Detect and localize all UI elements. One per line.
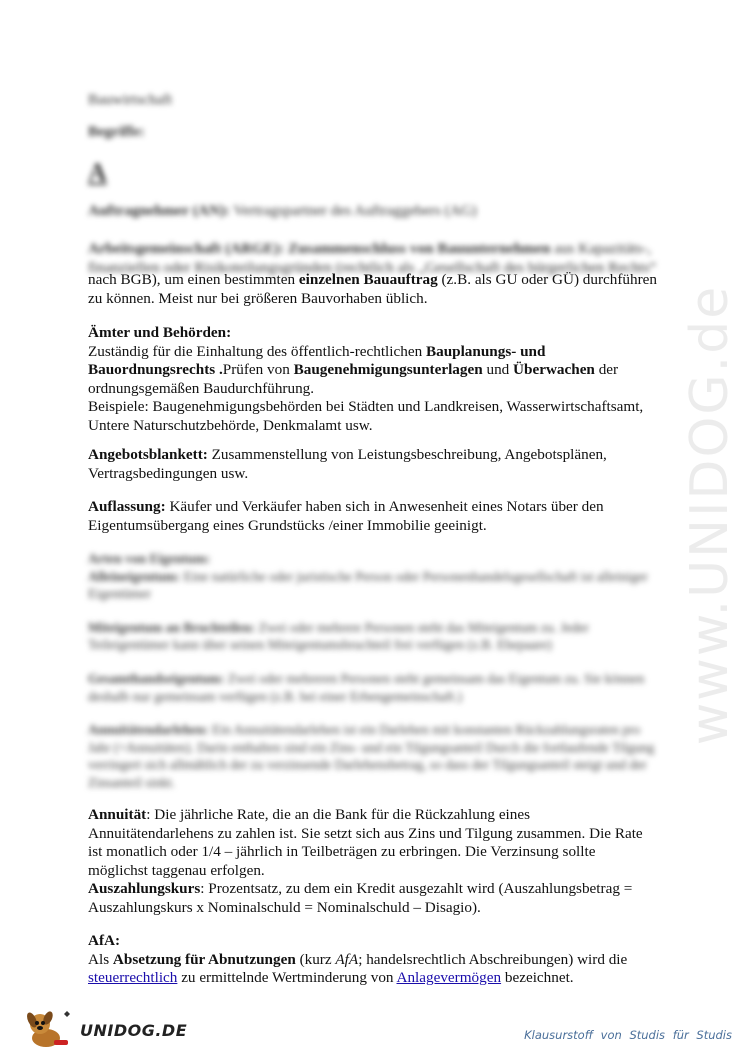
afa-t2: (kurz xyxy=(295,950,336,968)
afa-t5: bezeichnet. xyxy=(501,969,574,987)
mit-term: Miteigentum an Bruchteilen: xyxy=(88,619,256,635)
gesamt-text: Zwei oder mehreren Personen steht gemeinsam das Eigentum zu. Sie können deshalb nur gemeinsam verfügen (z.B. bei einer Erbengemeinschaft.) xyxy=(88,670,645,704)
arge-text-blurred: aus Kapazitäts-, finanziellen oder Risikoteilungsgründen (rechtlich als „Gesellschaft des bürgerlichen Rechts“ xyxy=(88,240,657,276)
term-auflassung: Auflassung: xyxy=(88,498,166,515)
dog-mascot-icon xyxy=(24,1010,76,1050)
text-auflassung: Käufer und Verkäufer haben sich in Anwesenheit eines Notars über den Eigentumsübergang eines Grundstücks /einer Immobilie geeinigt. xyxy=(88,498,604,534)
mit-text: Zwei oder mehrere Personen steht das Miteigentum zu. Jeder Teileigentümer kann über seinen Miteigentumsbruchteil frei verfügen (z.B. Ehepaare) xyxy=(88,619,589,653)
entry-angebotsblankett xyxy=(88,446,658,483)
header-begriffe: Begriffe: xyxy=(88,124,145,140)
logo-text: UNIDOG.DE xyxy=(80,1021,188,1040)
aemter-p3-bold: Überwachen xyxy=(513,361,595,379)
unidog-logo xyxy=(24,1010,188,1050)
footer-tagline: Klausurstoff von Studis für Studis xyxy=(524,1028,732,1042)
aemter-p1: Zuständig für die Einhaltung des öffentlich-rechtlichen xyxy=(88,342,426,360)
afa-t1: Als xyxy=(88,950,113,968)
text-auftragnehmer: Vertragspartner des Auftraggebers (AG) xyxy=(229,202,477,219)
term-angebotsblankett: Angebotsblankett: xyxy=(88,446,208,463)
text-angebotsblankett: Zusammenstellung von Leistungsbeschreibung, Angebotsplänen, Vertragsbedingungen usw. xyxy=(88,446,607,482)
gesamt-term: Gesamthandseigentum: xyxy=(88,670,225,686)
watermark xyxy=(650,275,750,755)
link-steuerrechtlich[interactable]: steuerrechtlich xyxy=(88,969,178,987)
entry-auftragnehmer xyxy=(88,202,658,221)
ann-text: Ein Annuitätendarlehen ist ein Darlehen mit konstanten Rückzahlungsraten pro Jahr (=Annuitäten). Darin enthalten sind ein Zins- und ein Tilgungsanteil Durch die fortlaufende Tilgung verringert sich allmählich der zu verzinsende Darlehensbetrag, so dass der Tilgungsanteil steigt und der Zinsanteil sinkt. xyxy=(88,722,655,790)
afa-t2-italic: AfA xyxy=(335,950,359,968)
text-auszahlungskurs: : Prozentsatz, zu dem ein Kredit ausgezahlt wird (Auszahlungsbetrag = Auszahlungskurs x Nominalschuld = Nominalschuld – Disagio). xyxy=(88,880,633,916)
blurred-section xyxy=(88,550,658,792)
allein-text: Eine natürliche oder juristische Person oder Personenhandelsgesellschaft ist alleiniger Eigentümer xyxy=(88,568,648,602)
link-anlagevermoegen[interactable]: Anlagevermögen xyxy=(396,969,502,987)
afa-t3: ; handelsrechtlich Abschreibungen) wird die xyxy=(358,950,628,968)
entry-annuitaet xyxy=(88,806,658,880)
term-auftragnehmer: Auftragnehmer (AN): xyxy=(88,202,230,219)
afa-t1-bold: Absetzung für Abnutzungen xyxy=(112,950,296,968)
term-arge: Arbeitsgemeinschaft (ARGE): xyxy=(88,240,285,257)
arge-bold: einzelnen Bauauftrag xyxy=(298,271,438,288)
allein-term: Alleineigentum: xyxy=(88,568,181,584)
arge-text-b: (z.B. als GU oder GÜ) durchführen zu können. Meist nur bei größeren Bauvorhaben üblich. xyxy=(88,271,658,307)
afa-t4: zu ermittelnde Wertminderung von xyxy=(177,969,397,987)
aemter-p2-bold: Baugenehmigungsunterlagen xyxy=(293,361,483,379)
text-annuitaet: : Die jährliche Rate, die an die Bank für die Rückzahlung eines Annuitätendarlehens zu zahlen ist. Sie setzt sich aus Zins und Tilgung zusammen. Die Rate ist monatlich oder 1/4 – jährlich in Teilbeträgen zu erbringen. Die Verzinsung sollte möglichst taggenau erfolgen. xyxy=(88,806,643,879)
entry-auszahlungskurs xyxy=(88,880,658,917)
term-aemter: Ämter und Behörden: xyxy=(88,324,232,341)
term-afa: AfA: xyxy=(88,932,121,949)
letter-heading: A xyxy=(88,158,107,187)
entry-afa xyxy=(88,932,658,988)
entry-aemter xyxy=(88,324,658,436)
term-annuitaet: Annuität xyxy=(88,806,147,823)
ann-term: Annuitätendarlehen: xyxy=(88,722,209,738)
aemter-p2: Prüfen von xyxy=(222,361,294,379)
aemter-p4: der ordnungsgemäßen Baudurchführung. xyxy=(88,361,619,397)
aemter-p1-bold: Bauplanungs- und Bauordnungsrechts . xyxy=(88,342,546,379)
aemter-p3: und xyxy=(482,361,514,379)
watermark-text: www.UNIDOG.de xyxy=(680,284,740,746)
aemter-beispiele: Beispiele: Baugenehmigungsbehörden bei Städten und Landkreisen, Wasserwirtschaftsamt, Untere Naturschutzbehörde, Denkmalamt usw. xyxy=(88,398,644,434)
arge-bold-blurred: Zusammenschluss von Bauunternehmen xyxy=(284,240,551,257)
arge-text-a: nach BGB), um einen bestimmten xyxy=(88,271,299,288)
term-auszahlungskurs: Auszahlungskurs xyxy=(88,880,201,897)
entry-auflassung xyxy=(88,498,658,535)
arten-title: Arten von Eigentum: xyxy=(88,551,211,566)
entry-arge-clear xyxy=(88,271,658,308)
header-subject: Bauwirtschaft xyxy=(88,92,173,108)
